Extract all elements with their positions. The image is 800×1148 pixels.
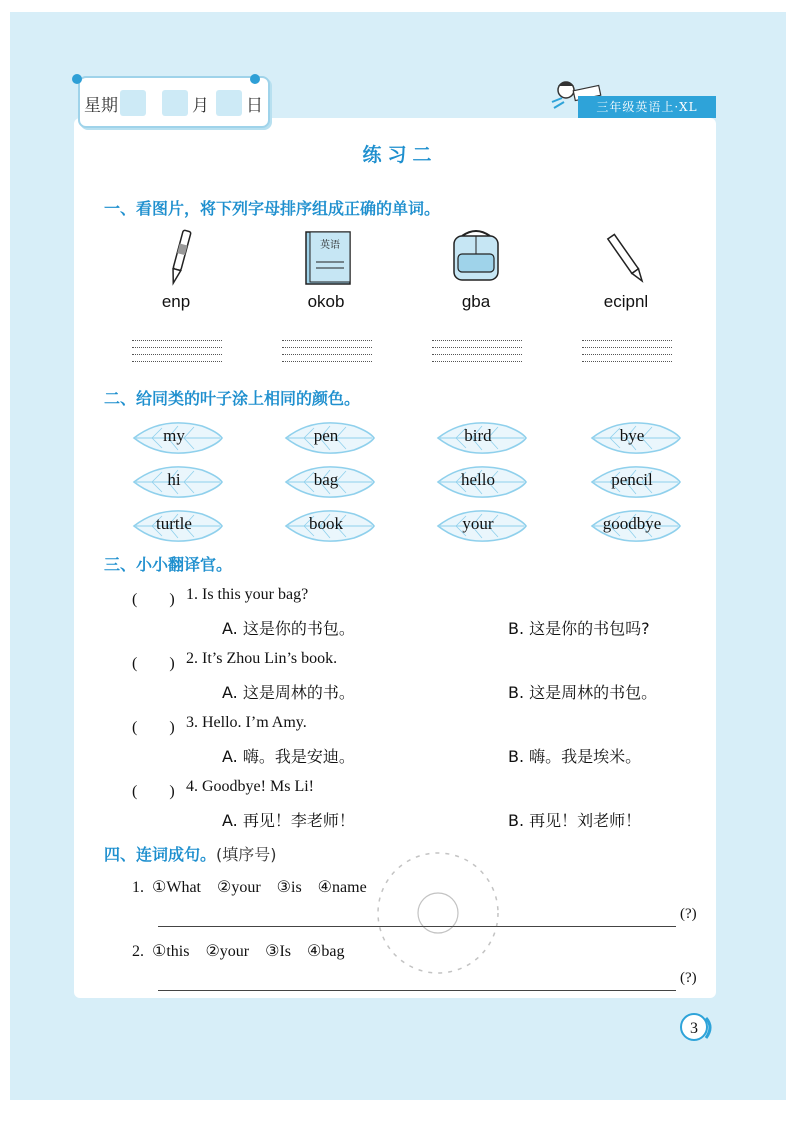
question-text: 2. It’s Zhou Lin’s book. <box>186 650 338 667</box>
leaf-label: pencil <box>611 470 653 489</box>
leaf-word[interactable] <box>436 420 528 456</box>
option-a: A. 再见！李老师！ <box>222 811 355 830</box>
pin-dot-right <box>250 74 260 84</box>
leaf-word[interactable] <box>436 508 528 544</box>
leaf-word[interactable] <box>284 508 376 544</box>
leaf-label: bird <box>464 426 492 445</box>
option-a: A. 嗨。我是安迪。 <box>222 747 355 766</box>
scramble-word-2: okob <box>307 292 345 311</box>
question-text: 1. Is this your bag? <box>186 586 309 603</box>
date-box <box>78 76 270 128</box>
watermark-stamp <box>368 838 508 988</box>
leaf-label: pen <box>313 426 339 445</box>
leaf-word[interactable] <box>436 464 528 500</box>
option-b: B. 再见！刘老师！ <box>508 811 642 830</box>
pencil-icon <box>596 228 656 288</box>
section3-heading: 三、小小翻译官。 <box>104 555 233 574</box>
sentence-num: 1. <box>132 879 144 896</box>
scramble-word-1: enp <box>161 292 191 311</box>
section1-heading: 一、看图片，将下列字母排序组成正确的单词。 <box>104 199 441 218</box>
answer-paren[interactable]: ( ) <box>132 783 175 800</box>
weekday-label: 星期 <box>84 96 118 116</box>
question-mark-1: (?) <box>680 906 697 922</box>
sentence-item-2 <box>132 938 344 961</box>
answer-line-2[interactable] <box>158 990 676 991</box>
page-number: 3 <box>690 1020 698 1037</box>
leaf-word[interactable] <box>284 464 376 500</box>
option-a: A. 这是你的书包。 <box>222 619 355 638</box>
leaf-label: your <box>462 514 494 533</box>
leaf-label: book <box>309 514 343 533</box>
section2-heading: 二、给同类的叶子涂上相同的颜色。 <box>104 389 361 408</box>
sentence-words: ①What ②your ③is ④name <box>152 879 367 896</box>
leaf-label: hello <box>461 470 495 489</box>
page-title: 练习二 <box>362 144 438 166</box>
day-blank[interactable] <box>216 90 242 116</box>
option-a: A. 这是周林的书。 <box>222 683 355 702</box>
leaf-label: hi <box>167 470 181 489</box>
book-icon <box>298 228 358 288</box>
leaf-label: goodbye <box>602 514 662 533</box>
answer-paren[interactable]: ( ) <box>132 591 175 608</box>
option-b: B. 这是周林的书包。 <box>508 683 658 702</box>
sentence-num: 2. <box>132 943 144 960</box>
leaf-word[interactable] <box>132 508 224 544</box>
month-blank[interactable] <box>162 90 188 116</box>
section4-title: 四、连词成句。 <box>104 845 217 864</box>
scramble-word-4: ecipnl <box>603 292 649 311</box>
question-text: 4. Goodbye! Ms Li! <box>186 778 314 795</box>
day-label: 日 <box>246 96 263 116</box>
leaf-label: bag <box>313 470 339 489</box>
question-text: 3. Hello. I’m Amy. <box>186 714 307 731</box>
leaf-label: bye <box>619 426 645 445</box>
month-label: 月 <box>192 96 209 116</box>
answer-paren[interactable]: ( ) <box>132 719 175 736</box>
leaf-word[interactable] <box>284 420 376 456</box>
sentence-item-1 <box>132 874 367 897</box>
pin-dot-left <box>72 74 82 84</box>
option-b: B. 这是你的书包吗? <box>508 619 650 638</box>
writing-lines-4[interactable] <box>582 340 672 370</box>
bag-icon <box>446 226 506 286</box>
leaf-label: my <box>163 426 185 445</box>
writing-lines-1[interactable] <box>132 340 222 370</box>
leaf-word[interactable] <box>132 420 224 456</box>
option-b: B. 嗨。我是埃米。 <box>508 747 642 766</box>
section4-note: (填序号) <box>216 845 277 864</box>
book-series-label: 三年级英语上·XL <box>578 96 716 118</box>
leaf-word[interactable] <box>132 464 224 500</box>
writing-lines-2[interactable] <box>282 340 372 370</box>
question-mark-2: (?) <box>680 970 697 986</box>
leaf-label: turtle <box>156 514 192 533</box>
leaf-word[interactable] <box>590 420 682 456</box>
leaf-word[interactable] <box>590 464 682 500</box>
section4-heading <box>104 842 277 865</box>
writing-lines-3[interactable] <box>432 340 522 370</box>
answer-paren[interactable]: ( ) <box>132 655 175 672</box>
weekday-blank[interactable] <box>120 90 146 116</box>
sentence-words: ①this ②your ③Is ④bag <box>152 943 345 960</box>
book-cover-text: 英语 <box>320 240 340 251</box>
pen-icon <box>150 228 210 288</box>
page-number-badge <box>680 1010 714 1044</box>
scramble-word-3: gba <box>461 292 491 311</box>
leaf-word[interactable] <box>590 508 682 544</box>
